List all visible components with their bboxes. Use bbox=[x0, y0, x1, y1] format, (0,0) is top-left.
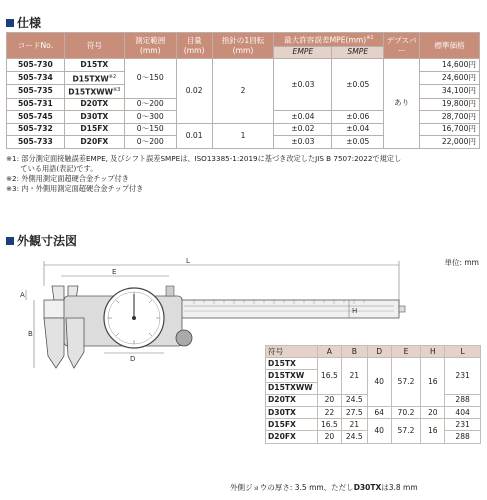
note-line: ※1: 部分測定面接触誤差EMPE, 及びシフト誤差SMPEは、ISO13385-1:2019に基づき改定したJIS B 7507:2022で規定し bbox=[6, 154, 402, 163]
note-line: ※2: 外側用測定面超硬合金チップ付き bbox=[6, 174, 129, 183]
cell-model: D15TX bbox=[64, 59, 124, 72]
cell-mpe-e: ±0.03 bbox=[274, 59, 332, 111]
dim-cell-l: 288 bbox=[445, 394, 481, 406]
dim-cell-l: 288 bbox=[445, 431, 481, 443]
cell-range: 0〜150 bbox=[124, 123, 176, 136]
section-square-icon bbox=[6, 237, 14, 245]
note-line: ※3: 内・外側用測定面超硬合金チップ付き bbox=[6, 184, 144, 193]
cell-per-rev: 2 bbox=[212, 59, 274, 124]
dim-hdr-d: D bbox=[367, 346, 391, 358]
dim-cell-b: 24.5 bbox=[341, 431, 367, 443]
dim-hdr-model: 符号 bbox=[266, 346, 318, 358]
label-D: D bbox=[130, 355, 136, 363]
dim-hdr-h: H bbox=[421, 346, 445, 358]
dim-hdr-b: B bbox=[341, 346, 367, 358]
dim-cell-l: 231 bbox=[445, 419, 481, 431]
cell-code: 505-730 bbox=[7, 59, 65, 72]
cell-range: 0〜200 bbox=[124, 98, 176, 111]
cell-mpe-e: ±0.04 bbox=[274, 111, 332, 124]
cell-model: D20FX bbox=[64, 136, 124, 149]
model-sup: ※3 bbox=[112, 87, 121, 94]
model-sup: ※2 bbox=[108, 73, 117, 80]
label-L: L bbox=[186, 257, 190, 265]
section-square-icon bbox=[6, 19, 14, 27]
hdr-code: コードNo. bbox=[7, 33, 65, 59]
note-line: ている用語(表記)です。 bbox=[6, 164, 98, 173]
dim-cell-d: 40 bbox=[367, 358, 391, 407]
cell-price: 16,700円 bbox=[420, 123, 480, 136]
hdr-graduation bbox=[176, 33, 212, 59]
cell-code: 505-734 bbox=[7, 71, 65, 85]
hdr-mpe-e: EMPE bbox=[274, 46, 332, 59]
cell-price: 28,700円 bbox=[420, 111, 480, 124]
hdr-grad-label: 目量 bbox=[186, 35, 202, 45]
cell-range: 0〜150 bbox=[124, 59, 176, 99]
dim-cell-l: 404 bbox=[445, 406, 481, 418]
dim-cell-h: 16 bbox=[421, 358, 445, 407]
dim-hdr-a: A bbox=[317, 346, 341, 358]
cell-price: 24,600円 bbox=[420, 71, 480, 85]
dim-cell-b: 21 bbox=[341, 358, 367, 395]
cell-mpe-e: ±0.02 bbox=[274, 123, 332, 136]
cell-code: 505-745 bbox=[7, 111, 65, 124]
table-row bbox=[266, 406, 481, 418]
cell-depth-bar: あり bbox=[384, 59, 420, 149]
cell-code: 505-732 bbox=[7, 123, 65, 136]
cell-model bbox=[64, 85, 124, 99]
cell-model bbox=[64, 71, 124, 85]
cell-code: 505-735 bbox=[7, 85, 65, 99]
hdr-mpe-sup: ※1 bbox=[366, 35, 374, 41]
cell-price: 34,100円 bbox=[420, 85, 480, 99]
cell-range: 0〜200 bbox=[124, 136, 176, 149]
hdr-range-unit: (mm) bbox=[139, 45, 161, 55]
hdr-mpe bbox=[274, 33, 384, 47]
spec-section-title bbox=[6, 14, 41, 31]
jaw-note-model: D30TX bbox=[353, 483, 382, 492]
hdr-range bbox=[124, 33, 176, 59]
cell-price: 14,600円 bbox=[420, 59, 480, 72]
label-B: B bbox=[28, 330, 33, 338]
dim-section-title bbox=[6, 232, 77, 249]
label-H: H bbox=[352, 307, 358, 315]
hdr-grad-unit: (mm) bbox=[183, 45, 205, 55]
cell-model: D15FX bbox=[64, 123, 124, 136]
dim-hdr-l: L bbox=[445, 346, 481, 358]
dim-cell-b: 21 bbox=[341, 419, 367, 431]
dim-cell-a: 22 bbox=[317, 406, 341, 418]
spec-header-row bbox=[7, 33, 480, 47]
jaw-note-prefix: 外側ジョウの厚さ: 3.5 mm、ただし bbox=[230, 483, 354, 492]
spec-title-text: 仕様 bbox=[17, 16, 42, 30]
cell-model: D30TX bbox=[64, 111, 124, 124]
unit-label: 単位: mm bbox=[444, 258, 479, 267]
dim-cell-d: 40 bbox=[367, 419, 391, 443]
cell-price: 22,000円 bbox=[420, 136, 480, 149]
dim-cell-a: 20 bbox=[317, 431, 341, 443]
hdr-mpe-label: 最大許容誤差MPE(mm) bbox=[284, 35, 367, 45]
hdr-depth-bar: デプスバー bbox=[384, 33, 420, 59]
hdr-per-rev bbox=[212, 33, 274, 59]
cell-per-rev: 1 bbox=[212, 123, 274, 148]
cell-model: D20TX bbox=[64, 98, 124, 111]
hdr-range-label: 測定範囲 bbox=[135, 35, 166, 45]
dim-cell-b: 27.5 bbox=[341, 406, 367, 418]
cell-mpe-e: ±0.03 bbox=[274, 136, 332, 149]
dim-hdr-e: E bbox=[391, 346, 421, 358]
dim-title-text: 外観寸法図 bbox=[17, 234, 78, 248]
cell-code: 505-733 bbox=[7, 136, 65, 149]
hdr-model: 符号 bbox=[64, 33, 124, 59]
dim-cell-h: 16 bbox=[421, 419, 445, 443]
spec-table bbox=[6, 32, 480, 149]
hdr-mpe-s: SMPE bbox=[332, 46, 384, 59]
cell-graduation: 0.02 bbox=[176, 59, 212, 124]
jaw-thickness-note bbox=[230, 482, 418, 493]
cell-mpe-s: ±0.05 bbox=[332, 59, 384, 111]
dim-cell-a: 20 bbox=[317, 394, 341, 406]
dim-cell-model: D15TX bbox=[266, 358, 318, 370]
dim-cell-model: D15FX bbox=[266, 419, 318, 431]
dim-cell-l: 231 bbox=[445, 358, 481, 395]
dim-cell-d: 64 bbox=[367, 406, 391, 418]
dimension-table bbox=[265, 345, 481, 444]
dim-cell-model: D15TXWW bbox=[266, 382, 318, 394]
dim-cell-a: 16.5 bbox=[317, 419, 341, 431]
dim-cell-h: 20 bbox=[421, 406, 445, 418]
dim-cell-model: D15TXW bbox=[266, 370, 318, 382]
spec-notes bbox=[6, 154, 482, 194]
table-row bbox=[266, 419, 481, 431]
dim-cell-e: 70.2 bbox=[391, 406, 421, 418]
cell-mpe-s: ±0.06 bbox=[332, 111, 384, 124]
table-row bbox=[266, 358, 481, 370]
dim-cell-model: D20FX bbox=[266, 431, 318, 443]
model-text: D15TXW bbox=[72, 74, 109, 84]
dim-cell-model: D30TX bbox=[266, 406, 318, 418]
dim-cell-b: 24.5 bbox=[341, 394, 367, 406]
dim-cell-model: D20TX bbox=[266, 394, 318, 406]
cell-graduation: 0.01 bbox=[176, 123, 212, 148]
hdr-price: 標準価格 bbox=[420, 33, 480, 59]
cell-price: 19,800円 bbox=[420, 98, 480, 111]
model-text: D15TXWW bbox=[68, 87, 113, 97]
cell-code: 505-731 bbox=[7, 98, 65, 111]
cell-mpe-s: ±0.04 bbox=[332, 123, 384, 136]
label-A: A bbox=[20, 291, 25, 299]
dim-header-row bbox=[266, 346, 481, 358]
label-E: E bbox=[112, 268, 117, 276]
cell-range: 0〜300 bbox=[124, 111, 176, 124]
dim-cell-a: 16.5 bbox=[317, 358, 341, 395]
hdr-rev-unit: (mm) bbox=[232, 45, 254, 55]
dim-cell-e: 57.2 bbox=[391, 358, 421, 407]
cell-mpe-s: ±0.05 bbox=[332, 136, 384, 149]
dim-cell-e: 57.2 bbox=[391, 419, 421, 443]
hdr-rev-label: 指針の1回転 bbox=[221, 35, 265, 45]
table-row bbox=[7, 59, 480, 72]
jaw-note-suffix: は3.8 mm bbox=[381, 483, 418, 492]
